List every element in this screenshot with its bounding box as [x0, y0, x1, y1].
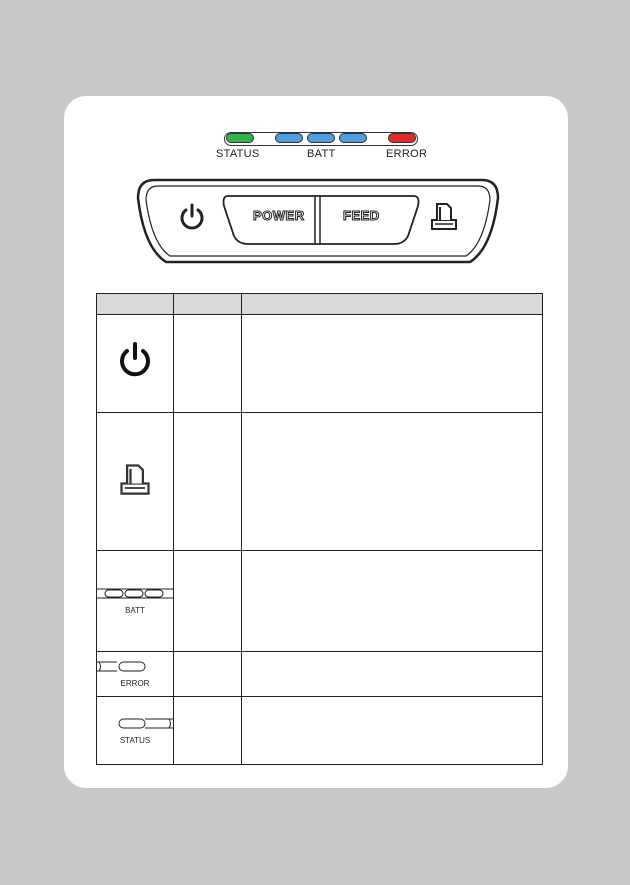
printer-feed-icon[interactable]	[428, 200, 460, 232]
batt-led-label: BATT	[307, 148, 336, 160]
status-led	[226, 133, 254, 143]
info-card	[64, 96, 568, 788]
status-led-label: STATUS	[216, 148, 260, 160]
row-icon-cell	[97, 652, 174, 697]
table-row	[97, 315, 543, 413]
row-name-cell	[174, 697, 242, 765]
power-button[interactable]: POWER	[253, 208, 305, 223]
row-name-cell	[174, 315, 242, 413]
row-icon-cell	[97, 697, 174, 765]
row-description-cell	[242, 551, 543, 652]
table-row	[97, 697, 543, 765]
power-icon	[115, 341, 155, 381]
error-led	[388, 133, 416, 143]
row-icon-cell	[97, 551, 174, 652]
power-icon[interactable]	[177, 202, 207, 232]
batt-led-icon	[97, 587, 173, 601]
table-row	[97, 413, 543, 551]
batt-led-icon-label: BATT	[125, 606, 145, 615]
row-description-cell	[242, 413, 543, 551]
batt-led-2	[307, 133, 335, 143]
row-icon-cell	[97, 413, 174, 551]
row-description-cell	[242, 315, 543, 413]
header-cell-name	[174, 294, 242, 315]
indicator-table	[96, 293, 543, 765]
row-description-cell	[242, 697, 543, 765]
status-led-icon	[97, 717, 173, 731]
row-icon-cell	[97, 315, 174, 413]
led-indicator-strip	[224, 132, 418, 146]
batt-led-1	[275, 133, 303, 143]
table-header-row	[97, 294, 543, 315]
error-led-icon	[97, 660, 173, 674]
row-description-cell	[242, 652, 543, 697]
error-led-icon-label: ERROR	[120, 679, 150, 688]
batt-led-3	[339, 133, 367, 143]
feed-button[interactable]: FEED	[343, 208, 380, 223]
table-row	[97, 652, 543, 697]
header-cell-icon	[97, 294, 174, 315]
row-name-cell	[174, 413, 242, 551]
error-led-label: ERROR	[386, 148, 428, 160]
row-name-cell	[174, 652, 242, 697]
table-row	[97, 551, 543, 652]
header-cell-description	[242, 294, 543, 315]
row-name-cell	[174, 551, 242, 652]
status-led-icon-label: STATUS	[119, 735, 151, 745]
printer-feed-icon	[117, 461, 153, 497]
